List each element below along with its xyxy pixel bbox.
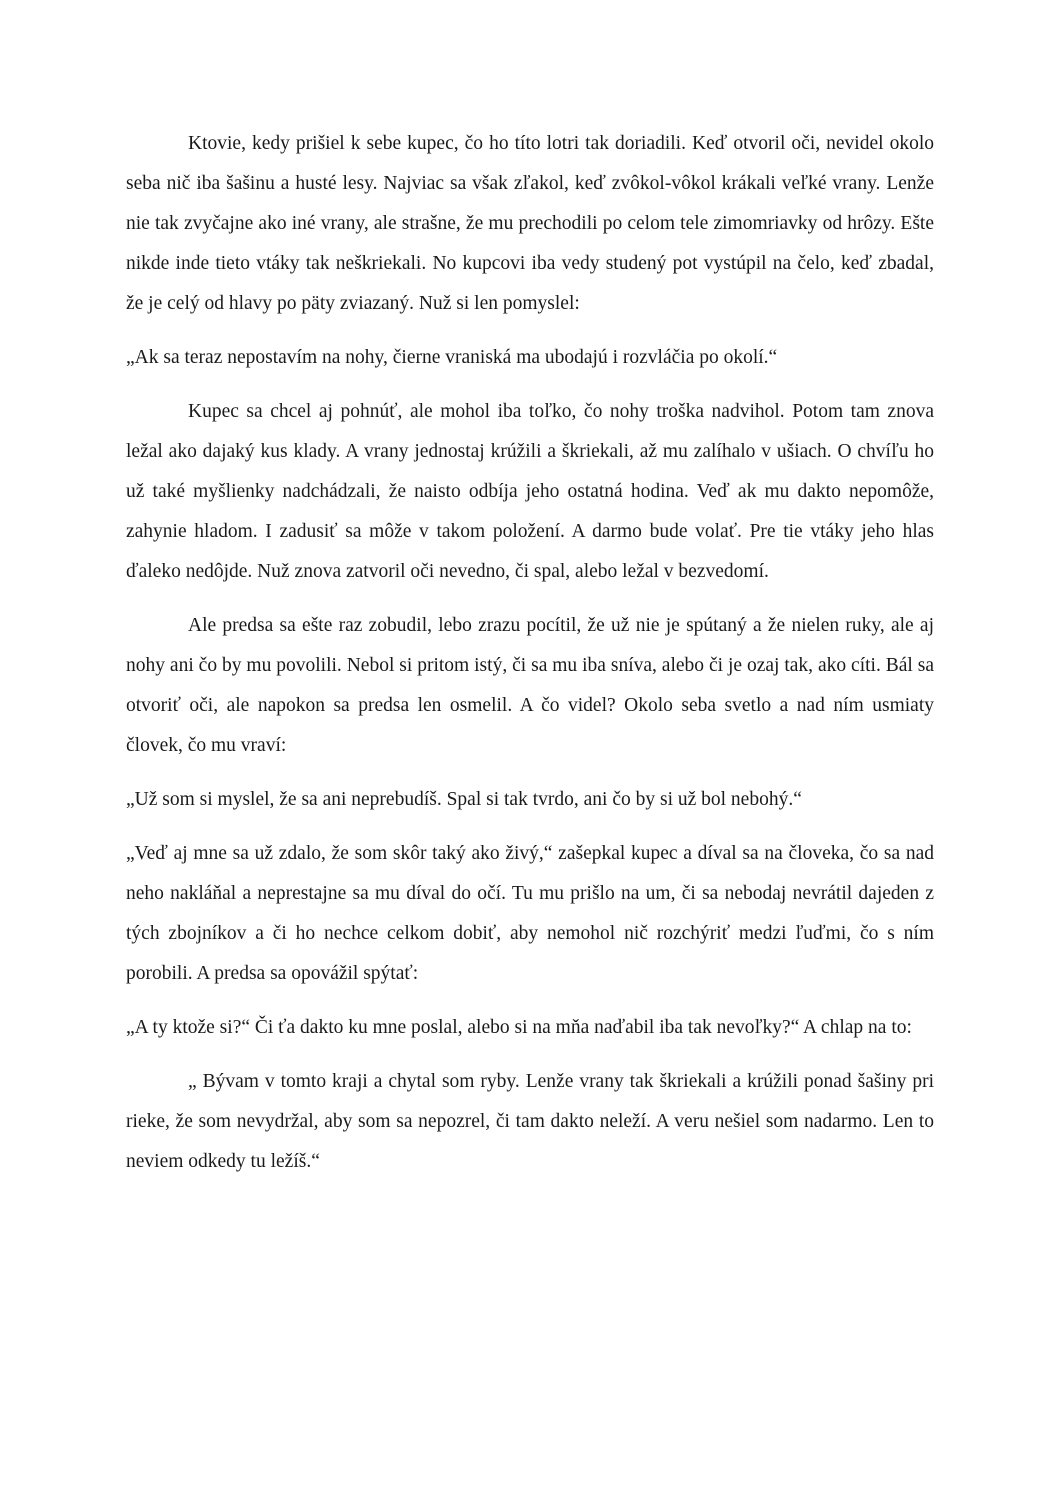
paragraph-5: „Už som si myslel, že sa ani neprebudíš. Spal si tak tvrdo, ani čo by si už bol nebohý.“: [126, 789, 802, 810]
document-page: [126, 124, 934, 1196]
paragraph-7: „A ty ktože si?“ Či ťa dakto ku mne poslal, alebo si na mňa naďabil iba tak nevoľky?“ A chlap na to:: [126, 1017, 912, 1038]
paragraph-6: „Veď aj mne sa už zdalo, že som skôr taký ako živý,“ zašepkal kupec a díval sa na človeka, čo sa nad neho nakláňal a neprestajne sa mu díval do očí. Tu mu prišlo na um, či sa nebodaj nevrátil dajeden z tých zbojníkov a či ho nechce celkom dobiť, aby nemohol nič rozchýriť medzi ľuďmi, čo s ním porobili. A predsa sa opovážil spýtať:: [126, 843, 934, 984]
paragraph-1: Ktovie, kedy prišiel k sebe kupec, čo ho títo lotri tak doriadili. Keď otvoril oči, nevidel okolo seba nič iba šašinu a husté lesy. Najviac sa však zľakol, keď zvôkol-vôkol krákali veľké vrany. Lenže nie tak zvyčajne ako iné vrany, ale strašne, že mu prechodili po celom tele zimomriavky od hrôzy. Ešte nikde inde tieto vtáky tak neškriekali. No kupcovi iba vedy studený pot vystúpil na čelo, keď zbadal, že je celý od hlavy po päty zviazaný. Nuž si len pomyslel:: [126, 133, 934, 314]
paragraph-4: Ale predsa sa ešte raz zobudil, lebo zrazu pocítil, že už nie je spútaný a že nielen ruky, ale aj nohy ani čo by mu povolili. Nebol si pritom istý, či sa mu iba sníva, alebo či je ozaj tak, ako cíti. Bál sa otvoriť oči, ale napokon sa predsa len osmelil. A čo videl? Okolo seba svetlo a nad ním usmiaty človek, čo mu vraví:: [126, 615, 934, 756]
paragraph-2: „Ak sa teraz nepostavím na nohy, čierne vraniská ma ubodajú i rozvláčia po okolí.“: [126, 347, 778, 368]
paragraph-3: Kupec sa chcel aj pohnúť, ale mohol iba toľko, čo nohy troška nadvihol. Potom tam znova ležal ako dajaký kus klady. A vrany jednostaj krúžili a škriekali, až mu zalíhalo v ušiach. O chvíľu ho už také myšlienky nadchádzali, že naisto odbíja jeho ostatná hodina. Veď ak mu dakto nepomôže, zahynie hladom. I zadusiť sa môže v takom položení. A darmo bude volať. Pre tie vtáky jeho hlas ďaleko nedôjde. Nuž znova zatvoril oči nevedno, či spal, alebo ležal v bezvedomí.: [126, 401, 934, 582]
paragraph-8: „ Bývam v tomto kraji a chytal som ryby. Lenže vrany tak škriekali a krúžili ponad šašiny pri rieke, že som nevydržal, aby som sa nepozrel, či tam dakto neleží. A veru nešiel som nadarmo. Len to neviem odkedy tu ležíš.“: [126, 1071, 934, 1172]
